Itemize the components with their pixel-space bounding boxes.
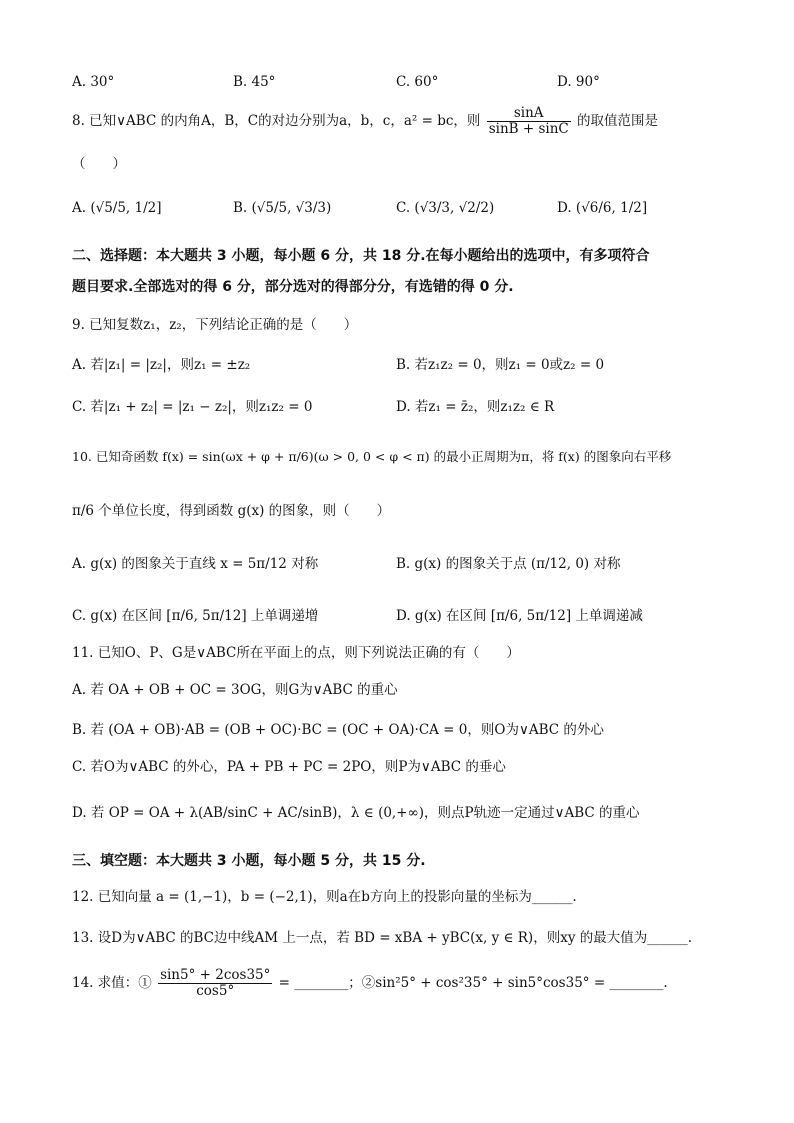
q14-fraction — [158, 968, 272, 999]
section2-heading-2: 题目要求.全部选对的得 6 分，部分选对的得部分分，有选错的得 0 分. — [72, 279, 514, 295]
q8-text: 8. 已知∨ABC 的内角A，B，C的对边分别为a，b，c，a² = bc，则 — [72, 112, 481, 129]
q12-stem: 12. 已知向量 a = (1,−1)，b = (−2,1)，则a在b方向上的投影向量的坐标为______. — [72, 889, 577, 905]
q14-lead: 14. 求值：① — [72, 974, 152, 991]
q11-option-a: A. 若 OA + OB + OC = 3OG，则G为∨ABC 的重心 — [72, 682, 398, 698]
q8-stem — [72, 106, 730, 137]
q10-stem-line2: π/6 个单位长度，得到函数 g(x) 的图象，则（ ） — [72, 503, 391, 519]
q8-frac-num: sinA — [487, 106, 571, 122]
q8-option-a: A. (√5/5, 1/2] — [72, 200, 162, 216]
q8-frac-den: sinB + sinC — [488, 120, 569, 137]
q8-option-c: C. (√3/3, √2/2) — [396, 200, 495, 216]
q9-option-a: A. 若|z₁| = |z₂|，则z₁ = ±z₂ — [72, 357, 251, 373]
q11-stem: 11. 已知O、P、G是∨ABC所在平面上的点，则下列说法正确的有（ ） — [72, 645, 520, 661]
q11-option-c: C. 若O为∨ABC 的外心，PA + PB + PC = 2PO，则P为∨ABC 的垂心 — [72, 759, 506, 775]
q13-stem: 13. 设D为∨ABC 的BC边中线AM 上一点，若 BD = xBA + yBC(x, y ∈ R)，则xy 的最大值为______. — [72, 930, 693, 946]
q10-option-a: A. g(x) 的图象关于直线 x = 5π/12 对称 — [72, 556, 319, 572]
q14-frac-num: sin5° + 2cos35° — [160, 967, 271, 983]
q9-option-d: D. 若z₁ = z̄₂，则z₁z₂ ∈ R — [396, 399, 555, 415]
q7-option-a: A. 30° — [72, 74, 115, 90]
q7-option-d: D. 90° — [557, 74, 600, 90]
q14-frac-den: cos5° — [196, 982, 235, 999]
q7-option-b: B. 45° — [233, 74, 276, 90]
q10-stem-line1: 10. 已知奇函数 f(x) = sin(ωx + φ + π/6)(ω > 0, 0 < φ < π) 的最小正周期为π，将 f(x) 的图象向右平移 — [72, 449, 672, 464]
q14-stem — [72, 968, 730, 999]
q8-fraction — [487, 106, 571, 137]
q8-tail: 的取值范围是 — [577, 112, 659, 129]
q14-tail: = ________；②sin²5° + cos²35° + sin5°cos35° = ________. — [278, 974, 668, 991]
q9-stem: 9. 已知复数z₁，z₂，下列结论正确的是（ ） — [72, 317, 358, 333]
q11-option-d: D. 若 OP = OA + λ(AB/sinC + AC/sinB)，λ ∈ (0,+∞)，则点P轨迹一定通过∨ABC 的重心 — [72, 805, 640, 821]
q11-option-b: B. 若 (OA + OB)·AB = (OB + OC)·BC = (OC + OA)·CA = 0，则O为∨ABC 的外心 — [72, 722, 604, 738]
q10-option-c: C. g(x) 在区间 [π/6, 5π/12] 上单调递增 — [72, 608, 319, 624]
section3-heading: 三、填空题：本大题共 3 小题，每小题 5 分，共 15 分. — [72, 853, 426, 869]
section2-heading-1: 二、选择题：本大题共 3 小题，每小题 6 分，共 18 分.在每小题给出的选项中，有多项符合 — [72, 248, 650, 264]
q9-option-b: B. 若z₁z₂ = 0，则z₁ = 0或z₂ = 0 — [396, 357, 605, 373]
q10-option-d: D. g(x) 在区间 [π/6, 5π/12] 上单调递减 — [396, 608, 643, 624]
q10-option-b: B. g(x) 的图象关于点 (π/12, 0) 对称 — [396, 556, 621, 572]
q8-option-b: B. (√5/5, √3/3) — [233, 200, 332, 216]
q9-option-c: C. 若|z₁ + z₂| = |z₁ − z₂|，则z₁z₂ = 0 — [72, 399, 313, 415]
q7-option-c: C. 60° — [396, 74, 439, 90]
q8-paren: （ ） — [72, 156, 126, 172]
q8-option-d: D. (√6/6, 1/2] — [557, 200, 648, 216]
